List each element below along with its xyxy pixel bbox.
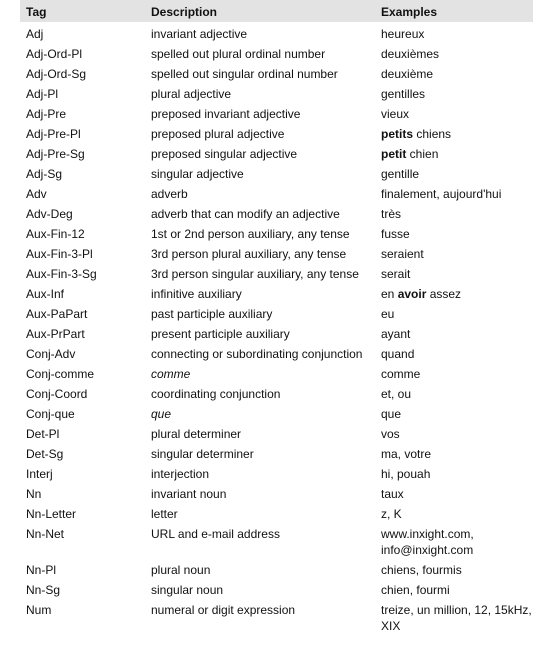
- examples-cell: [375, 284, 533, 304]
- table-row: [20, 224, 533, 244]
- tag-cell: Adj: [26, 27, 44, 41]
- tag-cell: Adj-Ord-Pl: [26, 47, 83, 61]
- examples-cell: [375, 324, 533, 344]
- tag-cell: Adj-Pre: [26, 107, 67, 121]
- table-row: [20, 580, 533, 600]
- examples-cell: [375, 64, 533, 84]
- description-cell: preposed invariant adjective: [151, 107, 301, 121]
- examples-cell: [375, 600, 533, 636]
- tag-cell: Det-Pl: [26, 427, 60, 441]
- table-row: [20, 264, 533, 284]
- description-cell: URL and e-mail address: [151, 527, 280, 541]
- examples-cell: [375, 560, 533, 580]
- example-text: hi, pouah: [381, 467, 431, 481]
- tag-cell: Interj: [26, 467, 53, 481]
- examples-cell: [375, 504, 533, 524]
- tag-cell: Adj-Sg: [26, 167, 63, 181]
- examples-cell: [375, 384, 533, 404]
- examples-cell: [375, 184, 533, 204]
- tag-cell: Conj-comme: [26, 367, 95, 381]
- example-emphasis: petits: [381, 127, 414, 141]
- description-cell: coordinating conjunction: [151, 387, 281, 401]
- tag-cell: Nn-Net: [26, 527, 65, 541]
- tag-cell: Adj-Pre-Pl: [26, 127, 81, 141]
- examples-cell: [375, 22, 533, 44]
- examples-cell: [375, 484, 533, 504]
- table-row: [20, 444, 533, 464]
- tag-cell: Aux-Fin-3-Sg: [26, 267, 97, 281]
- table-row: [20, 184, 533, 204]
- description-cell: spelled out plural ordinal number: [151, 47, 326, 61]
- examples-cell: [375, 104, 533, 124]
- table-row: [20, 64, 533, 84]
- table-row: [20, 84, 533, 104]
- example-text: comme: [381, 367, 421, 381]
- example-text: vieux: [381, 107, 410, 121]
- examples-cell: [375, 264, 533, 284]
- tag-cell: Nn-Pl: [26, 563, 57, 577]
- pos-tag-table: [20, 0, 533, 636]
- tag-cell: Aux-PaPart: [26, 307, 88, 321]
- example-text: vos: [381, 427, 400, 441]
- examples-cell: [375, 344, 533, 364]
- example-text: taux: [381, 487, 404, 501]
- description-cell: invariant adjective: [151, 27, 248, 41]
- examples-cell: [375, 444, 533, 464]
- table-row: [20, 464, 533, 484]
- tag-cell: Adv-Deg: [26, 207, 73, 221]
- table-header: [20, 0, 533, 22]
- table-row: [20, 524, 533, 560]
- header-tag: Tag: [20, 0, 145, 22]
- tag-cell: Conj-que: [26, 407, 75, 421]
- description-cell: plural adjective: [151, 87, 232, 101]
- tag-cell: Adv: [26, 187, 47, 201]
- example-text: quand: [381, 347, 415, 361]
- tag-cell: Aux-Inf: [26, 287, 65, 301]
- table-row: [20, 404, 533, 424]
- table-row: [20, 204, 533, 224]
- table-row: [20, 244, 533, 264]
- description-cell: singular determiner: [151, 447, 254, 461]
- examples-cell: [375, 404, 533, 424]
- table-row: [20, 424, 533, 444]
- description-cell: present participle auxiliary: [151, 327, 290, 341]
- description-cell: plural noun: [151, 563, 211, 577]
- description-cell: singular noun: [151, 583, 224, 597]
- tag-cell: Adj-Ord-Sg: [26, 67, 87, 81]
- tag-cell: Adj-Pre-Sg: [26, 147, 85, 161]
- table-row: [20, 484, 533, 504]
- table-row: [20, 284, 533, 304]
- tag-cell: Aux-PrPart: [26, 327, 85, 341]
- examples-cell: [375, 464, 533, 484]
- examples-cell: [375, 304, 533, 324]
- example-text: z, K: [381, 507, 402, 521]
- examples-cell: [375, 164, 533, 184]
- tag-cell: Aux-Fin-12: [26, 227, 85, 241]
- description-cell: 3rd person plural auxiliary, any tense: [151, 247, 347, 261]
- description-cell: interjection: [151, 467, 210, 481]
- example-text: fusse: [381, 227, 410, 241]
- table-row: [20, 324, 533, 344]
- example-emphasis: petit: [381, 147, 407, 161]
- tag-cell: Det-Sg: [26, 447, 64, 461]
- tag-cell: Nn-Letter: [26, 507, 77, 521]
- example-text: treize, un million, 12, 15kHz, XIX: [381, 603, 532, 633]
- tag-cell: Conj-Coord: [26, 387, 88, 401]
- description-cell: numeral or digit expression: [151, 603, 296, 617]
- example-emphasis: avoir: [397, 287, 427, 301]
- example-text: que: [381, 407, 402, 421]
- examples-cell: [375, 580, 533, 600]
- table-row: [20, 22, 533, 44]
- example-text: chien: [406, 147, 439, 161]
- table-body: [20, 22, 533, 636]
- examples-cell: [375, 124, 533, 144]
- description-cell: preposed singular adjective: [151, 147, 298, 161]
- examples-cell: [375, 44, 533, 64]
- example-text: deuxième: [381, 67, 434, 81]
- description-cell: infinitive auxiliary: [151, 287, 242, 301]
- tag-cell: Conj-Adv: [26, 347, 76, 361]
- examples-cell: [375, 524, 533, 560]
- examples-cell: [375, 224, 533, 244]
- example-text: www.inxight.com, info@inxight.com: [381, 527, 474, 557]
- table-row: [20, 144, 533, 164]
- description-cell: letter: [151, 507, 178, 521]
- example-text: ayant: [381, 327, 411, 341]
- example-text: heureux: [381, 27, 425, 41]
- description-cell: adverb: [151, 187, 188, 201]
- examples-cell: [375, 364, 533, 384]
- example-text: eu: [381, 307, 395, 321]
- description-cell: preposed plural adjective: [151, 127, 285, 141]
- examples-cell: [375, 144, 533, 164]
- description-cell: connecting or subordinating conjunction: [151, 347, 363, 361]
- examples-cell: [375, 204, 533, 224]
- tag-cell: Aux-Fin-3-Pl: [26, 247, 93, 261]
- description-cell: adverb that can modify an adjective: [151, 207, 340, 221]
- example-text: gentille: [381, 167, 420, 181]
- description-cell: past participle auxiliary: [151, 307, 273, 321]
- table-row: [20, 164, 533, 184]
- tag-cell: Adj-Pl: [26, 87, 59, 101]
- example-text: en: [381, 287, 398, 301]
- table-row: [20, 560, 533, 580]
- example-text: serait: [381, 267, 411, 281]
- example-text: assez: [426, 287, 462, 301]
- header-examples: Examples: [375, 0, 533, 22]
- table-row: [20, 600, 533, 636]
- example-text: seraient: [381, 247, 424, 261]
- example-text: et, ou: [381, 387, 412, 401]
- tag-cell: Num: [26, 603, 52, 617]
- example-text: chien, fourmi: [381, 583, 450, 597]
- table-row: [20, 364, 533, 384]
- table-row: [20, 44, 533, 64]
- description-cell: 1st or 2nd person auxiliary, any tense: [151, 227, 350, 241]
- example-text: très: [381, 207, 402, 221]
- description-cell: 3rd person singular auxiliary, any tense: [151, 267, 359, 281]
- examples-cell: [375, 244, 533, 264]
- example-text: ma, votre: [381, 447, 432, 461]
- table-row: [20, 304, 533, 324]
- example-text: chiens, fourmis: [381, 563, 462, 577]
- table-row: [20, 504, 533, 524]
- examples-cell: [375, 84, 533, 104]
- description-cell: plural determiner: [151, 427, 242, 441]
- example-text: gentilles: [381, 87, 426, 101]
- description-cell: que: [151, 407, 172, 421]
- description-cell: spelled out singular ordinal number: [151, 67, 338, 81]
- table-row: [20, 124, 533, 144]
- example-text: deuxièmes: [381, 47, 440, 61]
- example-text: chiens: [413, 127, 452, 141]
- tag-cell: Nn: [26, 487, 42, 501]
- table-row: [20, 384, 533, 404]
- header-description: Description: [145, 0, 375, 22]
- description-cell: comme: [151, 367, 191, 381]
- table-row: [20, 344, 533, 364]
- description-cell: singular adjective: [151, 167, 244, 181]
- header-row: [20, 0, 533, 22]
- description-cell: invariant noun: [151, 487, 227, 501]
- example-text: finalement, aujourd'hui: [381, 187, 502, 201]
- examples-cell: [375, 424, 533, 444]
- table-row: [20, 104, 533, 124]
- tag-cell: Nn-Sg: [26, 583, 61, 597]
